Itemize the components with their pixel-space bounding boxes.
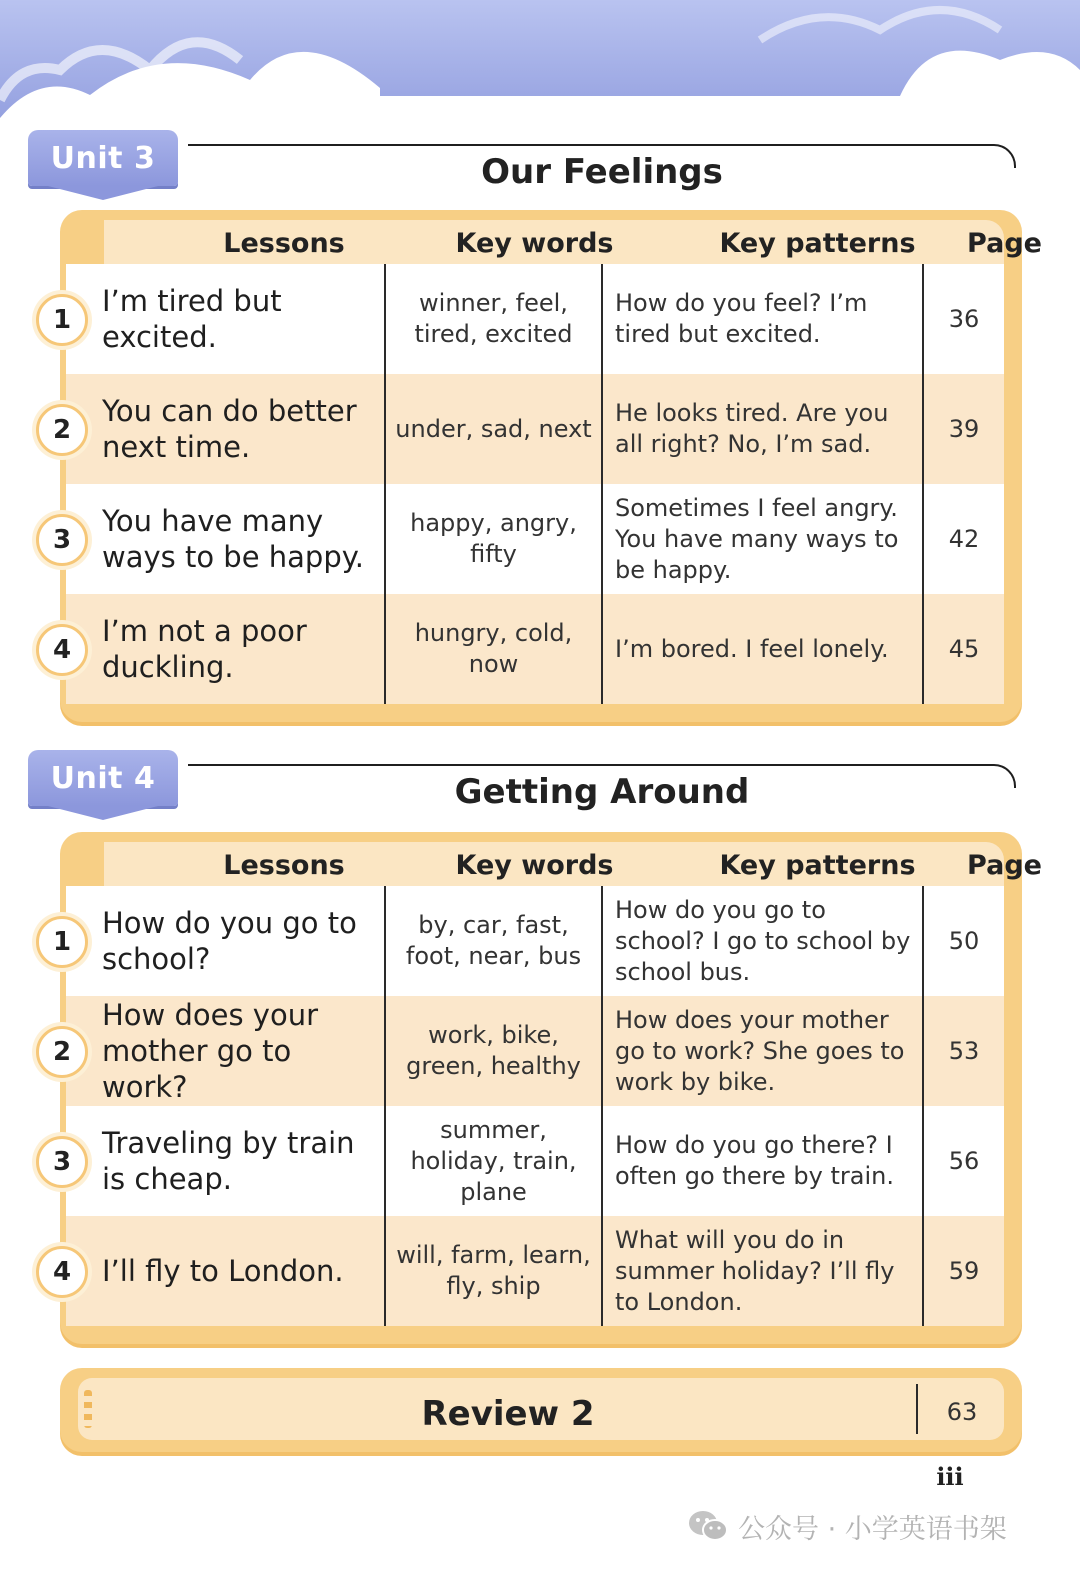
table-row xyxy=(52,1106,1004,1216)
unit-4-table xyxy=(52,832,1042,1344)
lesson-number: 2 xyxy=(36,1026,88,1078)
header-key-words: Key words xyxy=(455,850,614,881)
page-number: 59 xyxy=(922,1216,1004,1326)
key-patterns: Sometimes I feel angry. You have many ways to be happy. xyxy=(601,484,922,594)
table-row xyxy=(52,264,1004,374)
key-patterns: How do you feel? I’m tired but excited. xyxy=(601,264,922,374)
lesson-title: I’m not a poor duckling. xyxy=(102,614,307,684)
lesson-number: 2 xyxy=(36,404,88,456)
page-number: 45 xyxy=(922,594,1004,704)
page-number: 36 xyxy=(922,264,1004,374)
lesson-number: 1 xyxy=(36,916,88,968)
table-row xyxy=(52,996,1004,1106)
key-patterns: How does your mother go to work? She goes to work by bike. xyxy=(601,996,922,1106)
lesson-title: You can do better next time. xyxy=(102,394,357,464)
key-words: hungry, cold, now xyxy=(384,594,601,704)
page-folio: iii xyxy=(936,1462,964,1491)
table-row xyxy=(52,484,1004,594)
key-patterns: He looks tired. Are you all right? No, I’m sad. xyxy=(601,374,922,484)
lesson-number: 3 xyxy=(36,514,88,566)
lesson-title: You have many ways to be happy. xyxy=(102,504,364,574)
header-cloud-decoration xyxy=(0,0,1080,130)
lesson-number: 4 xyxy=(36,1246,88,1298)
unit-tab: Unit 4 xyxy=(28,750,178,806)
unit-tab: Unit 3 xyxy=(28,130,178,186)
review-divider xyxy=(916,1384,918,1434)
header-lessons: Lessons xyxy=(223,228,345,259)
key-words: will, farm, learn, fly, ship xyxy=(384,1216,601,1326)
table-row xyxy=(52,594,1004,704)
header-key-patterns: Key patterns xyxy=(719,228,916,259)
page-number: 50 xyxy=(922,886,1004,996)
unit-title: Getting Around xyxy=(454,772,750,812)
header-page: Page xyxy=(967,228,1042,259)
table-header xyxy=(104,220,1042,264)
key-words: by, car, fast, foot, near, bus xyxy=(384,886,601,996)
key-words: summer, holiday, train, plane xyxy=(384,1106,601,1216)
key-words: work, bike, green, healthy xyxy=(384,996,601,1106)
table-header xyxy=(104,842,1042,886)
review-page-number: 63 xyxy=(946,1398,978,1426)
lesson-title: I’ll fly to London. xyxy=(102,1254,344,1288)
table-row xyxy=(52,1216,1004,1326)
key-patterns: I’m bored. I feel lonely. xyxy=(601,594,922,704)
key-patterns: What will you do in summer holiday? I’ll fly to London. xyxy=(601,1216,922,1326)
page-number: 53 xyxy=(922,996,1004,1106)
key-patterns: How do you go to school? I go to school by school bus. xyxy=(601,886,922,996)
lesson-number: 3 xyxy=(36,1136,88,1188)
page-number: 56 xyxy=(922,1106,1004,1216)
lesson-number: 1 xyxy=(36,294,88,346)
unit-title: Our Feelings xyxy=(481,152,723,192)
lesson-number: 4 xyxy=(36,624,88,676)
table-row xyxy=(52,886,1004,996)
page-number: 42 xyxy=(922,484,1004,594)
lesson-title: How do you go to school? xyxy=(102,906,357,976)
key-words: winner, feel, tired, excited xyxy=(384,264,601,374)
header-key-words: Key words xyxy=(455,228,614,259)
review-title: Review 2 xyxy=(421,1394,595,1434)
lesson-title: I’m tired but excited. xyxy=(102,284,282,354)
table-row xyxy=(52,374,1004,484)
key-words: under, sad, next xyxy=(384,374,601,484)
wechat-icon xyxy=(688,1509,728,1543)
lesson-title: Traveling by train is cheap. xyxy=(102,1126,355,1196)
key-words: happy, angry, fifty xyxy=(384,484,601,594)
header-key-patterns: Key patterns xyxy=(719,850,916,881)
watermark xyxy=(688,1506,1007,1546)
header-page: Page xyxy=(967,850,1042,881)
lesson-title: How does your mother go to work? xyxy=(102,998,319,1104)
review-banner xyxy=(60,1368,1022,1452)
page-number: 39 xyxy=(922,374,1004,484)
watermark-text: 公众号 · 小学英语书架 xyxy=(738,1513,1007,1545)
key-patterns: How do you go there? I often go there by train. xyxy=(601,1106,922,1216)
unit-3-table xyxy=(52,210,1042,722)
review-inner xyxy=(78,1378,1004,1440)
header-lessons: Lessons xyxy=(223,850,345,881)
